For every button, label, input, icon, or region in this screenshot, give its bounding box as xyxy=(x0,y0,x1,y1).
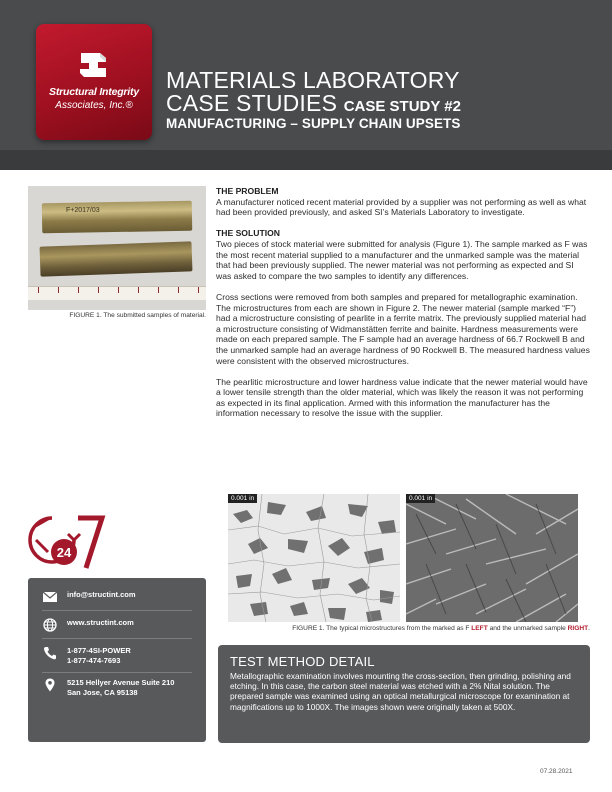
i-beam-logo-icon xyxy=(78,50,110,80)
contact-email-row[interactable] xyxy=(42,590,136,604)
solution-paragraph-1: Two pieces of stock material were submitted for analysis (Figure 1). The sample marked as F was the most recent material supplied to a manufacturer and the unmarked sample was the material that had been previously supplied. The newer material was not performing as expected and SI was asked to compare the two samples to identify any differences. xyxy=(216,238,588,281)
contact-divider xyxy=(42,610,192,611)
contact-website[interactable]: www.structint.com xyxy=(67,618,134,627)
logo-company-suffix: Associates, Inc.® xyxy=(55,100,133,111)
contact-phones xyxy=(67,646,131,665)
contact-website-row[interactable] xyxy=(42,618,134,632)
24-7-service-logo-icon xyxy=(22,510,108,570)
caption-mid: and the unmarked sample xyxy=(487,625,568,632)
ruler xyxy=(28,286,206,300)
caption-left-word: LEFT xyxy=(471,625,488,632)
page-subtitle: MANUFACTURING – SUPPLY CHAIN UPSETS xyxy=(166,116,461,131)
header-band xyxy=(0,0,612,170)
caption-right-word: RIGHT xyxy=(567,625,589,632)
micrograph-left xyxy=(228,494,400,622)
page-title-line2 xyxy=(166,91,461,119)
title-case-studies: CASE STUDIES xyxy=(166,90,338,116)
address-line1: 5215 Hellyer Avenue Suite 210 xyxy=(67,678,175,687)
company-logo xyxy=(36,24,152,140)
ferrite-pearlite-texture xyxy=(228,494,400,622)
micrograph-right xyxy=(406,494,578,622)
mail-icon xyxy=(42,590,58,604)
sample-bar-unmarked xyxy=(40,241,193,276)
case-study-number: CASE STUDY #2 xyxy=(343,98,461,115)
badge-24-text: 24 xyxy=(56,545,72,560)
publication-date: 07.28.2021 xyxy=(540,768,573,775)
solution-paragraph-2: Cross sections were removed from both samples and prepared for metallographic examination. The microstructures from each are shown in Figure 2. The newer material (sample marked “F”) had a microstructure consisting of pearlite in a ferrite matrix. The previously supplied material had a microstructure consisting of Widmanstätten ferrite and bainite. Hardness measurements were made on each prepared sample. The F sample had an average hardness of 66.7 Rockwell B and the unmarked sample had an average hardness of 90 Rockwell B. The measured hardness values were consistent with the observed microstructures. xyxy=(216,291,590,366)
caption-start: FIGURE 1. The typical microstructures from the marked as F xyxy=(292,625,472,632)
test-method-title: TEST METHOD DETAIL xyxy=(230,654,375,669)
sample-bar-label: F+2017/03 xyxy=(66,207,100,214)
contact-email[interactable]: info@structint.com xyxy=(67,590,136,599)
micrograph-caption xyxy=(228,625,590,632)
solution-paragraph-3: The pearlitic microstructure and lower hardness value indicate that the newer material would have a lower tensile strength than the older material, which was likely the reason it was not performing as expected in its final application. Armed with this information the manufacturer has the information necessary to resolve the issue with the supplier. xyxy=(216,376,588,419)
page-title-line1: MATERIALS LABORATORY xyxy=(166,67,460,93)
phone-icon xyxy=(42,646,58,660)
globe-icon xyxy=(42,618,58,632)
header-strip xyxy=(0,150,612,170)
scale-label-left: 0.001 in xyxy=(228,494,257,503)
contact-phone-vanity[interactable]: 1-877-4SI-POWER xyxy=(67,646,131,655)
contact-address-row xyxy=(42,678,174,697)
contact-phone-number[interactable]: 1-877-474-7693 xyxy=(67,655,121,665)
problem-heading: THE PROBLEM xyxy=(216,186,279,196)
contact-address xyxy=(67,678,174,697)
test-method-text: Metallographic examination involves mounting the cross-section, then grinding, polishing and etching. In this case, the carbon steel material was etched with a 2% Nital solution. The prepared sample was examined using an optical metallurgical microscope for examination at magnifications up to 1000X. The images shown were originally taken at 500X. xyxy=(230,671,571,712)
contact-divider xyxy=(42,672,192,673)
problem-text: A manufacturer noticed recent material provided by a supplier was not performing as well as what had been provided previously, and asked SI’s Materials Laboratory to investigate. xyxy=(216,196,587,218)
sample-bar-marked xyxy=(42,201,193,234)
contact-box xyxy=(28,578,206,742)
main-content xyxy=(216,186,590,430)
location-pin-icon xyxy=(42,678,58,692)
logo-company-name: Structural Integrity xyxy=(49,86,139,98)
caption-end: . xyxy=(588,625,590,632)
widmanstatten-bainite-texture xyxy=(406,494,578,622)
contact-phone-row[interactable] xyxy=(42,646,131,665)
test-method-box xyxy=(218,645,590,743)
solution-heading: THE SOLUTION xyxy=(216,228,280,239)
photo-caption: FIGURE 1. The submitted samples of material. xyxy=(69,312,206,319)
scale-label-right: 0.001 in xyxy=(406,494,435,503)
address-line2: San Jose, CA 95138 xyxy=(67,687,138,697)
sample-photo xyxy=(28,186,206,310)
contact-divider xyxy=(42,638,192,639)
